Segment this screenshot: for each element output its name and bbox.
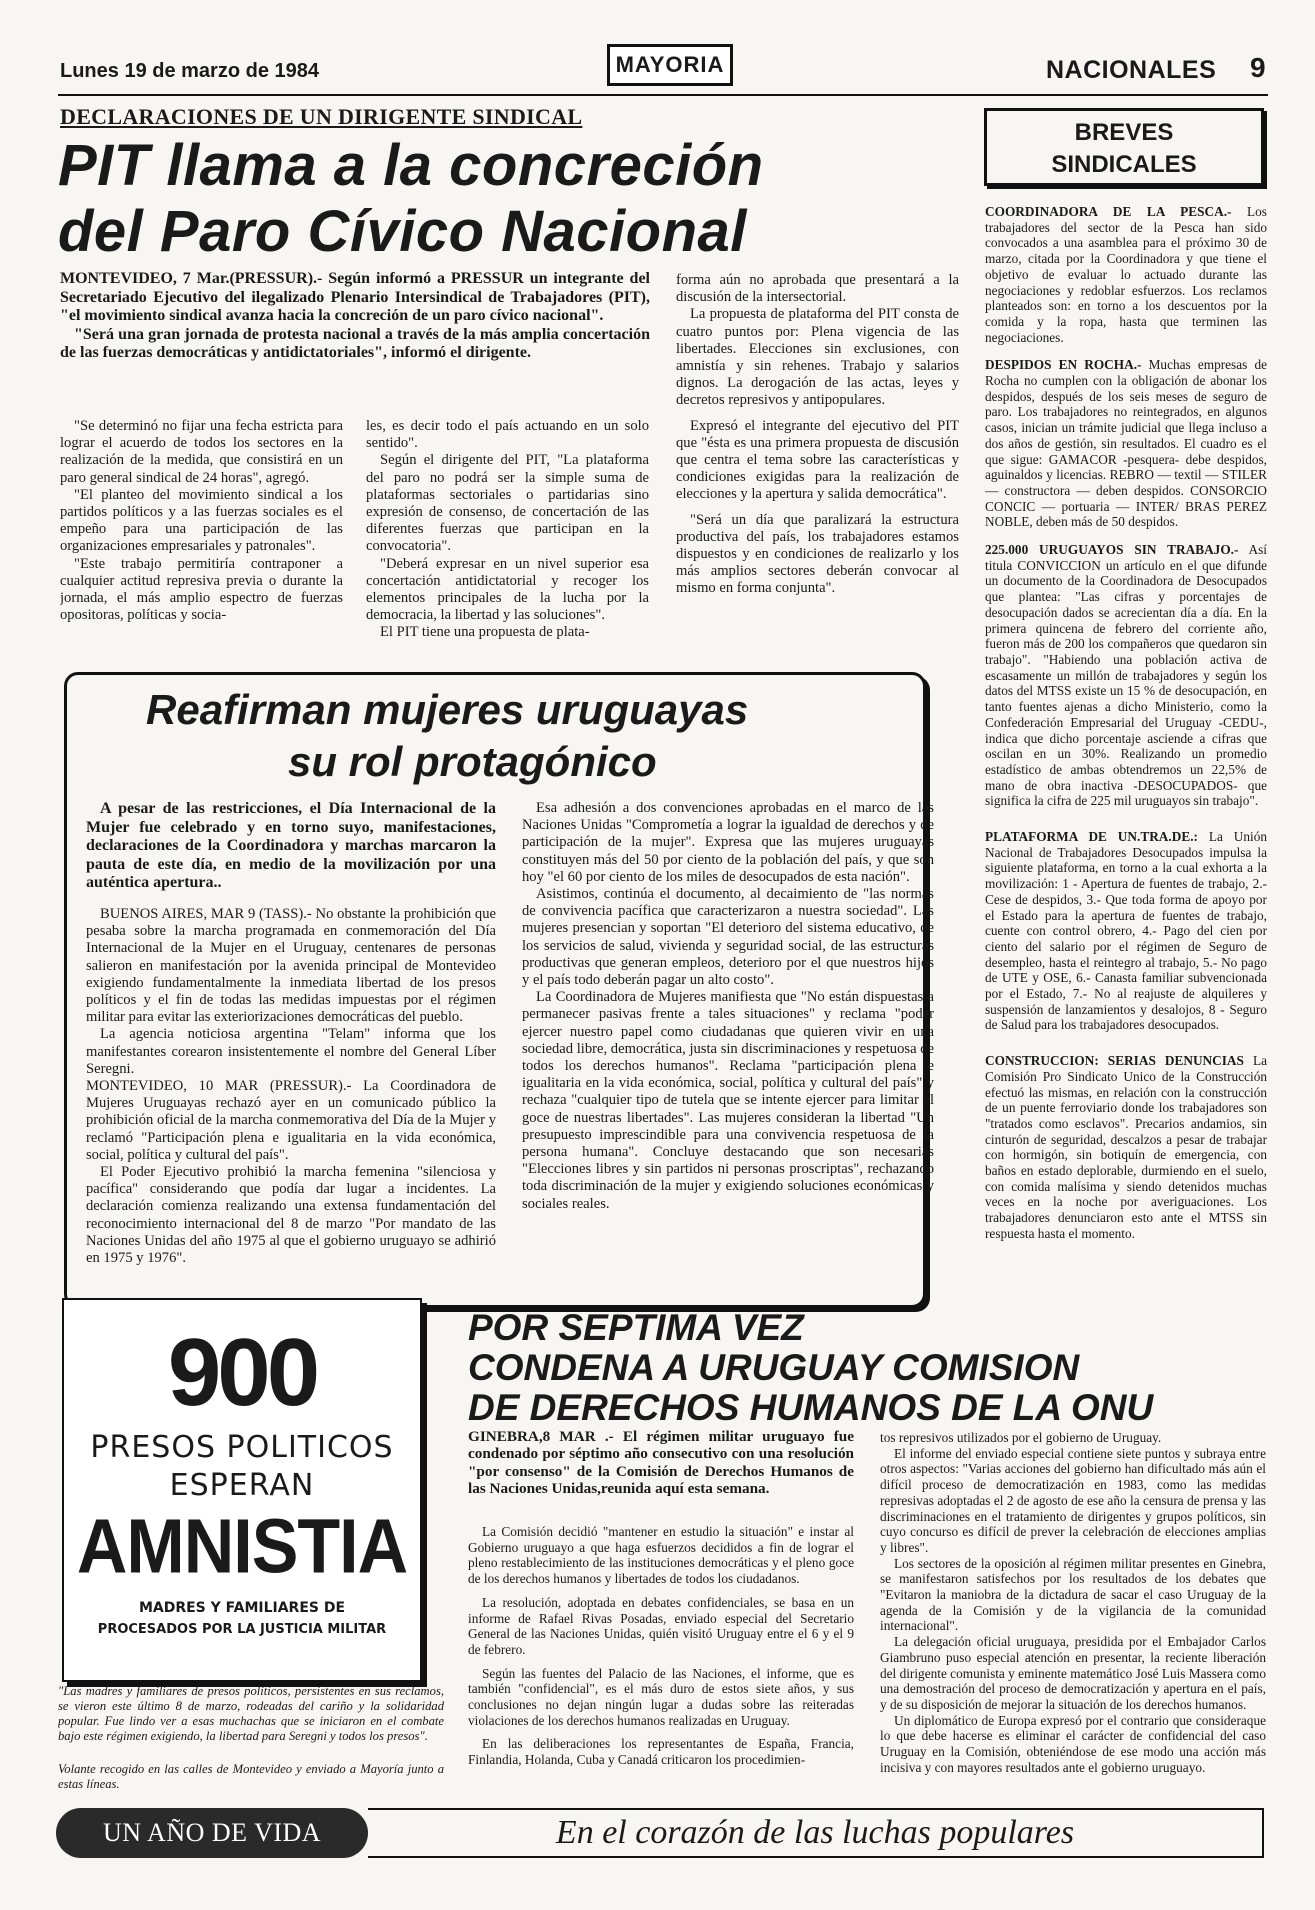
- article-lead: [60, 270, 650, 363]
- onu-column-2: [880, 1430, 1266, 1794]
- footer-slogan: En el corazón de las luchas populares: [555, 1814, 1075, 1851]
- paragraph: Esa adhesión a dos convenciones aprobadas en el marco de las Naciones Unidas "Comprometía a lograr la igualdad de derechos y de participación de la mujer". Expresa que las mujeres uruguayas constituyen más del 50 por ciento de la población del país, y que son hoy "el 60 por ciento de los miles de desocupados de esta nación".: [522, 800, 934, 885]
- brief-text: Los trabajadores del sector de la Pesca han sido convocados a una asamblea para el próximo 30 de marzo, citada por la Coordinadora y que tiene el objetivo de evaluar lo actuado durante las negociaciones y redoblar esfuerzos. Los reclamos planteados son: en torno a los descuentos por la comida y la ropa, hasta que terminen las negociaciones.: [985, 204, 1267, 345]
- onu-column-1: [468, 1524, 854, 1794]
- article-title-line1: PIT llama a la concreción: [58, 133, 764, 198]
- onu-title-line2: CONDENA A URUGUAY COMISION: [468, 1347, 1080, 1388]
- brief-heading: 225.000 URUGUAYOS SIN TRABAJO.-: [985, 542, 1239, 558]
- paragraph: "Será un día que paralizará la estructura productiva del país, los trabajadores estamos dispuestos y en condiciones de realizarlo y los más amplios sectores deberán convocar al mismo en forma conjunta".: [676, 511, 959, 597]
- brief-item: [985, 1053, 1267, 1241]
- paragraph: "El planteo del movimiento sindical a los partidos políticos y a las fuerzas sociales es el empeño para una participación de las organizaciones empresariales y patronales".: [60, 486, 343, 555]
- masthead-text: MAYORIA: [615, 52, 725, 77]
- brief-item: [985, 357, 1267, 530]
- paragraph: Según el dirigente del PIT, "La plataforma del paro no podrá ser la simple suma de plataformas sectoriales o partidarias sino expresión de consenso, de concertación de las diferentes fuerzas que participan en la convocatoria".: [366, 452, 649, 555]
- paragraph: En las deliberaciones los representantes de España, Francia, Finlandia, Holanda, Cuba y Canadá criticaron los procedimien-: [468, 1736, 854, 1768]
- section-name: NACIONALES: [1046, 56, 1217, 84]
- poster-number: 900: [167, 1319, 317, 1426]
- sidebar-title-box: [984, 108, 1264, 186]
- brief-text: Así titula CONVICCION un artículo en el que difunde un documento de la Coordinadora de Desocupados que plantea: "Las cifras y porcentajes de desocupación dados se acrecientan día a día. En la primera quincena de febrero del corriente año, fueron más de 200 los compañeros que quedaron sin trabajo". "Habiendo una población activa de escasamente un millón de trabajadores y según los datos del MTSS existe un 15 % de desocupación, en tanto fuentes ajenas a dicho Ministerio, como la Confederación Empresarial del Uruguay -CEDU-, indica que dicho porcentaje asciende a cifras que oscilan en un 30%. Realizando un promedio estadístico de ambas obtendremos un 22,5% de mano de obra inactiva -DESOCUPADOS- que significa la cifra de 225 mil uruguayos sin trabajo".: [985, 542, 1267, 809]
- paragraph: La Comisión decidió "mantener en estudio la situación" e instar al Gobierno uruguayo a que haga esfuerzos decididos a fin de lograr el pleno restablecimiento de las instituciones democráticas y el pleno goce de los derechos humanos y libertades de todos los ciudadanos.: [468, 1524, 854, 1587]
- paragraph: MONTEVIDEO, 10 MAR (PRESSUR).- La Coordinadora de Mujeres Uruguayas rechazó ayer en un comunicado público la prohibición oficial de la marcha conmemorativa del Día de la Mujer y reclamó "Participación plena e igualitaria en la vida económica, social, política y cultural del país".: [86, 1078, 496, 1163]
- paragraph: La resolución, adoptada en debates confidenciales, se basa en un informe de Rafael Rivas Posadas, enviado especial del Secretario General de las Naciones Unidas, quién visitó Uruguay entre el 6 y el 9 de febrero.: [468, 1594, 854, 1657]
- paragraph: tos represivos utilizados por el gobierno de Uruguay.: [880, 1430, 1162, 1445]
- footer-badge: [56, 1808, 368, 1858]
- paragraph: El PIT tiene una propuesta de plata-: [380, 624, 590, 641]
- brief-item: [985, 542, 1267, 809]
- women-title-line1: Reafirman mujeres uruguayas: [146, 686, 749, 733]
- paragraph: BUENOS AIRES, MAR 9 (TASS).- No obstante la prohibición que pesaba sobre la marcha programada en conmemoración del Día Internacional de la Mujer en el Uruguay, centenares de personas salieron en manifestación por la avenida principal de Montevideo exigiendo fundamentalmente la inmediata libertad de los presos políticos y el fin de todas las medidas impuestas por el régimen militar para evitar las exteriorizaciones democráticas del pueblo.: [86, 906, 496, 1026]
- paragraph: Asistimos, continúa el documento, al decaimiento de "las normas de convivencia pacífica que caracterizaron a nuestra sociedad". Las mujeres presencian y soportan "El deterioro del sistema educativo, de los servicios de salud, vivienda y seguridad social, de las estructuras productivas que generan empleos, deterioro por el que nuestros hijos y el país todo deberán pagar un alto costo".: [522, 886, 934, 989]
- brief-heading: CONSTRUCCION: SERIAS DENUNCIAS: [985, 1053, 1244, 1069]
- brief-text: La Unión Nacional de Trabajadores Desocupados impulsa la siguiente plataforma, en torno a la cual exhorta a la movilización: 1 - Apertura de fuentes de trabajo, 2.- Cese de despidos, 3.- Que toda forma de apoyo por el Estado para la apertura de fuentes de trabajo, cuente con control obrero, 4.- Pago del cien por ciento del salario por el régimen de Seguro de desempleo, hasta el reintegro al trabajo, 5.- No pago de UTE y OSE, 6.- Canasta familiar subvencionada por el Estado, 7.- No al reajuste de alquileres y suspensión de lanzamientos y desalojos, 8 - Seguro de Salud para los trabajadores desocupados.: [985, 829, 1267, 1033]
- lead-paragraph: "Será una gran jornada de protesta nacional a través de la más amplia concertación de las fuerzas democráticas y antidictatoriales", informó el dirigente.: [60, 325, 650, 361]
- paragraph: "Este trabajo permitiría contraponer a cualquier actitud represiva previa o durante la jornada, el más amplio espectro de fuerzas opositoras, políticas y socia-: [60, 555, 343, 624]
- brief-heading: DESPIDOS EN ROCHA.-: [985, 357, 1142, 373]
- paragraph: La Coordinadora de Mujeres manifiesta que "No están dispuestas a permanecer pasivas frente a tales situaciones" y reclama "poder ejercer nuestro papel como ciudadanas que quieren vivir en una sociedad libre, democrática, justa sin discriminaciones y respetuosa de todos los derechos humanos". Reclama "participación plena e igualitaria en la vida económica, social, política y cultural del país" y rechaza "cualquier tipo de tutela que se intente ejercer para limitar el goce de nuestras libertades". Las mujeres consideran la libertad "Un presupuesto imprescindible para una convivencia respetuosa de la persona humana". Concluye destacando que son necesarias "Elecciones libres y sin partidos ni personas proscriptas", rechazando toda discriminación de la mujer y exigiendo soluciones económicas y sociales reales.: [522, 989, 934, 1212]
- article-column-2: [366, 418, 649, 660]
- brief-item: [985, 829, 1267, 1033]
- header-date: Lunes 19 de marzo de 1984: [60, 60, 320, 82]
- paragraph: "Deberá expresar en un nivel superior esa concertación antidictatorial y recoger los elementos principales de la lucha por la democracia, la libertad y las soluciones".: [366, 555, 649, 624]
- women-column-2: [522, 800, 934, 1292]
- brief-text: La Comisión Pro Sindicato Unico de la Construcción efectuó las mismas, en relación con la construcción de un puente ferroviario donde los trabajadores son "tratados como esclavos". Precarios andamios, sin cinturón de seguridad, descalzos a pesar de trabajar con hormigón, sin botiquín de emergencia, con baños en estado deplorable, durmiendo en el suelo, con comida malísima y siendo detenidos muchas veces en la noche por averiguaciones. Los trabajadores denunciaron esto ante el MTSS sin respuesta hasta el momento.: [985, 1053, 1267, 1241]
- onu-title-line3: DE DERECHOS HUMANOS DE LA ONU: [468, 1387, 1154, 1428]
- article-kicker: DECLARACIONES DE UN DIRIGENTE SINDICAL: [60, 104, 583, 129]
- paragraph: El informe del enviado especial contiene siete puntos y subraya entre otros aspectos: "Varias acciones del gobierno han dificultado más aún el difícil proceso de democratización en 1983, como las medidas represivas adoptadas el 2 de agosto de ese año la censura de prensa y las discriminaciones en el tratamiento de dirigentes y grupos políticos, sin cuyo concurso es difícil de prever la celebración de elecciones amplias y libres".: [880, 1445, 1266, 1555]
- poster-credit2: PROCESADOS POR LA JUSTICIA MILITAR: [97, 1622, 387, 1637]
- paragraph: Expresó el integrante del ejecutivo del PIT que "ésta es una primera propuesta de discusión que centra el tema sobre las características y condiciones exigidas para la realización de elecciones y la apertura y salida democrática".: [676, 417, 959, 503]
- paragraph: Los sectores de la oposición al régimen militar presentes en Ginebra, se manifestaron satisfechos por los resultados de los debates que "Evitaron la maniobra de la dictadura de sacar el caso Uruguay de la agenda de la Comisión y de la vigilancia de la comunidad internacional".: [880, 1555, 1266, 1634]
- lead-paragraph: MONTEVIDEO, 7 Mar.(PRESSUR).- Según informó a PRESSUR un integrante del Secretariado Ejecutivo del ilegalizado Plenario Intersindical de Trabajadores (PIT), "el movimiento sindical avanza hacia la concreción de un paro cívico nacional".: [60, 270, 650, 324]
- masthead-logo: [607, 44, 733, 86]
- sidebar-briefs: [985, 204, 1267, 1312]
- page-number: 9: [1250, 52, 1266, 83]
- paragraph: Según las fuentes del Palacio de las Naciones, el informe, que es también "confidencial", es el más duro de estos siete años, y sus conclusiones no dejan ningún lugar a dudas sobre las reiteradas violaciones de los derechos humanos realizadas en Uruguay.: [468, 1665, 854, 1728]
- women-lead: A pesar de las restricciones, el Día Internacional de la Mujer fue celebrado y en torno suyo, manifestaciones, declaraciones de la Coordinadora y marchas marcaron la pauta de este día, en medio de la movilización por una auténtica apertura..: [86, 800, 496, 892]
- sidebar-title-line1: BREVES: [1074, 119, 1174, 146]
- women-column-1: [86, 906, 496, 1292]
- article-column-3: [676, 272, 959, 660]
- women-title-line2: su rol protagónico: [288, 738, 657, 785]
- paragraph: "Se determinó no fijar una fecha estricta para lograr el acuerdo de todos los sectores en la realización de la medida, que consistirá en un paro general sindical de 24 horas", agregó.: [60, 418, 343, 486]
- sidebar-title-line2: SINDICALES: [1051, 151, 1197, 178]
- paragraph: les, es decir todo el país actuando en un solo sentido".: [366, 418, 649, 452]
- article-column-1: [60, 418, 343, 660]
- header-rule: [58, 94, 1268, 96]
- brief-heading: COORDINADORA DE LA PESCA.-: [985, 204, 1232, 219]
- footer-badge-text: UN AÑO DE VIDA: [102, 1818, 322, 1847]
- paragraph: La propuesta de plataforma del PIT consta de cuatro puntos por: Plena vigencia de las libertades. Elecciones sin exclusiones, con amnistía y sin rehenes. Trabajo y salarios dignos. La derogación de las actas, leyes y decretos represivos y antipopulares.: [676, 306, 959, 409]
- brief-item: [985, 204, 1267, 345]
- paragraph: forma aún no aprobada que presentará a la discusión de la intersectorial.: [676, 272, 959, 306]
- poster-caption: "Las madres y familiares de presos políticos, persistentes en sus reclamos, se vieron este último 8 de marzo, rodeadas del cariño y la solidaridad popular. Fue lindo ver a esas muchachas que se iniciaron en el combate bajo este régimen exigiendo, la libertad para Seregni y todos los presos".: [58, 1684, 444, 1743]
- brief-text: Muchas empresas de Rocha no cumplen con la obligación de abonar los despidos, después de los seis meses de seguro de paro. Los trabajadores no reintegrados, en algunos casos, inician un trámite judicial que llega incluso a dos años de gestión, sin resultados. El cuadro es el que sigue: GAMACOR -pesquera- debe despidos, aguinaldos y licencias. REBRO — textil — STILER — constructora — deben despidos. CONSORCIO CONCIC — portuaria — INTER/ BRAS PEREZ NOBLE, deben más de 50 despidos.: [985, 357, 1267, 530]
- poster-line3: AMNISTIA: [76, 1503, 408, 1589]
- paragraph: Un diplomático de Europa expresó por el contrario que consideraque lo que debe hacerse es eliminar el carácter de confidencial del caso Uruguay en la Comisión, obteniéndose de ese modo una acción más incisiva y con mayores resultados ante el gobierno uruguayo.: [880, 1712, 1266, 1775]
- poster-credit1: MADRES Y FAMILIARES DE: [138, 1600, 346, 1616]
- poster-line2: ESPERAN: [169, 1468, 315, 1503]
- onu-title-line1: POR SEPTIMA VEZ: [468, 1307, 804, 1348]
- paragraph: La delegación oficial uruguaya, presidida por el Embajador Carlos Giambruno puso especial atención en presentar, la reciente liberación del dirigente comunista y eminente matemático José Luis Massera como una demostración del proceso de democratización y apertura en el país, y de su disposición de mejorar la situación de los derechos humanos.: [880, 1634, 1266, 1712]
- poster-line1: PRESOS POLITICOS: [90, 1430, 394, 1465]
- paragraph: La agencia noticiosa argentina "Telam" informa que los manifestantes corearon insistentemente el nombre del General Líber Seregni.: [86, 1026, 496, 1077]
- amnesty-poster: [62, 1298, 422, 1682]
- footer-slogan-bar: [368, 1808, 1264, 1858]
- brief-heading: PLATAFORMA DE UN.TRA.DE.:: [985, 829, 1198, 845]
- article-title-line2: del Paro Cívico Nacional: [58, 199, 747, 264]
- onu-lead: GINEBRA,8 MAR .- El régimen militar uruguayo fue condenado por séptimo año consecutivo con una resolución "por consenso" de la Comisión de Derechos Humanos de las Naciones Unidas,reunida aquí esta semana.: [468, 1428, 854, 1498]
- poster-caption-note: Volante recogido en las calles de Montevideo y enviado a Mayoría junto a estas líneas.: [58, 1762, 444, 1791]
- paragraph: El Poder Ejecutivo prohibió la marcha femenina "silenciosa y pacífica" considerando que podía dar lugar a incidentes. La declaración comienza realizando una extensa fundamentación del reconocimiento internacional del 8 de marzo "Por mandato de las Naciones Unidas del año 1975 al que el gobierno uruguayo se adhirió en 1975 y 1976".: [86, 1164, 496, 1267]
